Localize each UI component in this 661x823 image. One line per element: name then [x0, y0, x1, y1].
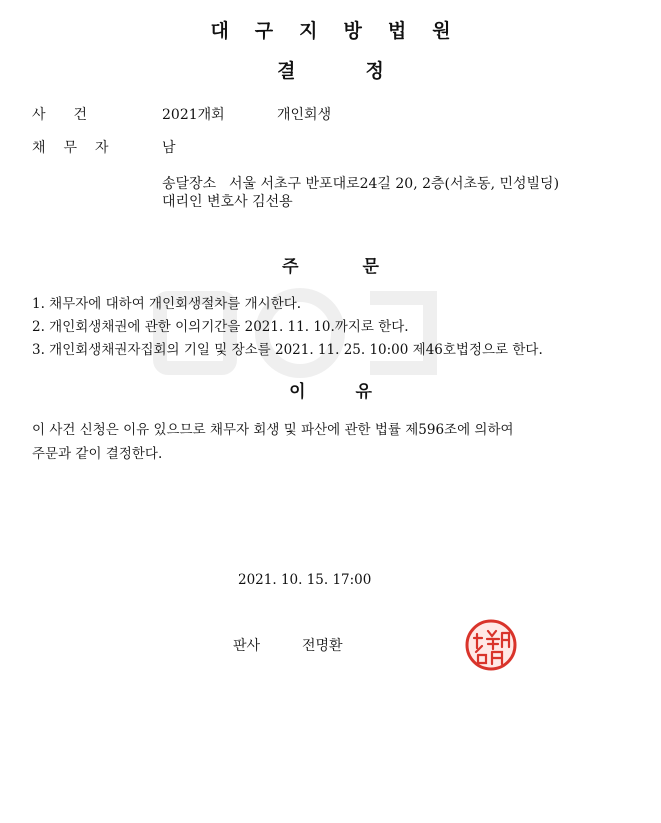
reason-heading: 이유	[289, 382, 422, 402]
order-item: 1. 채무자에 대하여 개인회생절차를 개시한다.	[32, 296, 302, 312]
debtor-name: 남	[162, 140, 176, 156]
order-item: 2. 개인회생채권에 관한 이의기간을 2021. 11. 10.까지로 한다.	[32, 319, 409, 335]
case-label: 사건	[32, 107, 116, 123]
service-address: 서울 서초구 반포대로24길 20, 2층(서초동, 민성빌딩)	[229, 176, 560, 192]
judge-name: 전명환	[302, 638, 343, 654]
order-item: 3. 개인회생채권자집회의 기일 및 장소를 2021. 11. 25. 10:00 제46호법정으로 한다.	[32, 342, 543, 358]
order-heading: 주문	[282, 257, 443, 277]
case-number: 2021개회	[162, 107, 225, 123]
decision-date: 2021. 10. 15. 17:00	[238, 572, 372, 588]
reason-line: 이 사건 신청은 이유 있으므로 채무자 회생 및 파산에 관한 법률 제596조에 의하여	[32, 422, 514, 438]
judge-seal-icon	[464, 618, 518, 672]
case-type: 개인회생	[277, 107, 332, 123]
service-address-label: 송달장소	[162, 176, 217, 192]
document-type-title: 결정	[277, 60, 454, 82]
reason-line: 주문과 같이 결정한다.	[32, 446, 163, 462]
debtor-label: 채무자	[32, 140, 127, 156]
court-name: 대구지방법원	[210, 20, 477, 42]
legal-agent: 대리인 변호사 김선용	[162, 194, 293, 210]
judge-title: 판사	[233, 638, 261, 654]
